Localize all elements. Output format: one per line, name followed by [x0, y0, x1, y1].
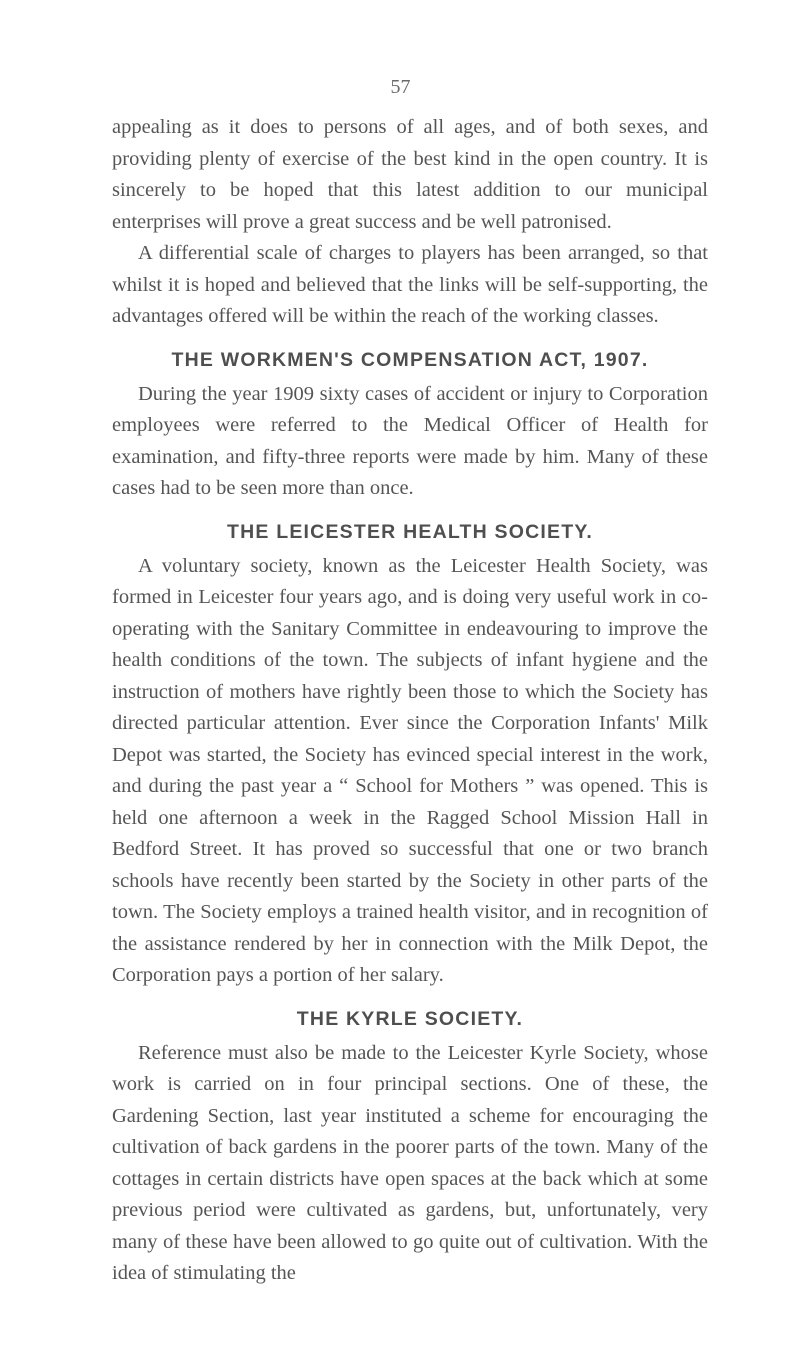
section-body-leicester-health-society: A voluntary society, known as the Leicester Health Society, was formed in Leicester four years ago, and is doing very useful work in co-operating with the Sanitary Committee in endeavouring to improve the health conditions of the town. The subjects of infant hygiene and the instruction of mothers have rightly been those to which the Society has directed particular attention. Ever since the Corporation Infants' Milk Depot was started, the Society has evinced special interest in the work, and during the past year a “ School for Mothers ” was opened. This is held one afternoon a week in the Ragged School Mission Hall in Bedford Street. It has proved so successful that one or two branch schools have recently been started by the Society in other parts of the town. The Society employs a trained health visitor, and in recognition of the assistance rendered by her in connection with the Milk Depot, the Corporation pays a portion of her salary.	[112, 554, 708, 986]
intro-paragraph-1: appealing as it does to persons of all ages, and of both sexes, and providing plenty of exercise of the best kind in the open country. It is sincerely to be hoped that this latest addition to our municipal enterprises will prove a great success and be well patronised.	[112, 116, 708, 233]
section-heading-kyrle-society: THE KYRLE SOCIETY.	[296, 1007, 524, 1030]
section-heading-workmens-compensation: THE WORKMEN'S COMPENSATION ACT, 1907.	[171, 348, 649, 371]
document-body	[112, 112, 708, 1290]
page-number: 57	[390, 76, 411, 98]
section-body-kyrle-society: Reference must also be made to the Leicester Kyrle Society, whose work is carried on in four principal sections. One of these, the Gardening Section, last year instituted a scheme for encouraging the cultivation of back gardens in the poorer parts of the town. Many of the cottages in certain districts have open spaces at the back which at some previous period were cultivated as gardens, but, unfortunately, very many of these have been allowed to go quite out of cultivation. With the idea of stimulating the	[112, 1041, 708, 1284]
section-body-workmens-compensation: During the year 1909 sixty cases of accident or injury to Corporation employees were referred to the Medical Officer of Health for examination, and fifty-three reports were made by him. Many of these cases had to be seen more than once.	[112, 382, 708, 499]
section-heading-leicester-health-society: THE LEICESTER HEALTH SOCIETY.	[227, 520, 593, 543]
intro-paragraph-2: A differential scale of charges to players has been arranged, so that whilst it is hoped and believed that the links will be self-supporting, the advantages offered will be within the reach of the working classes.	[112, 242, 708, 327]
